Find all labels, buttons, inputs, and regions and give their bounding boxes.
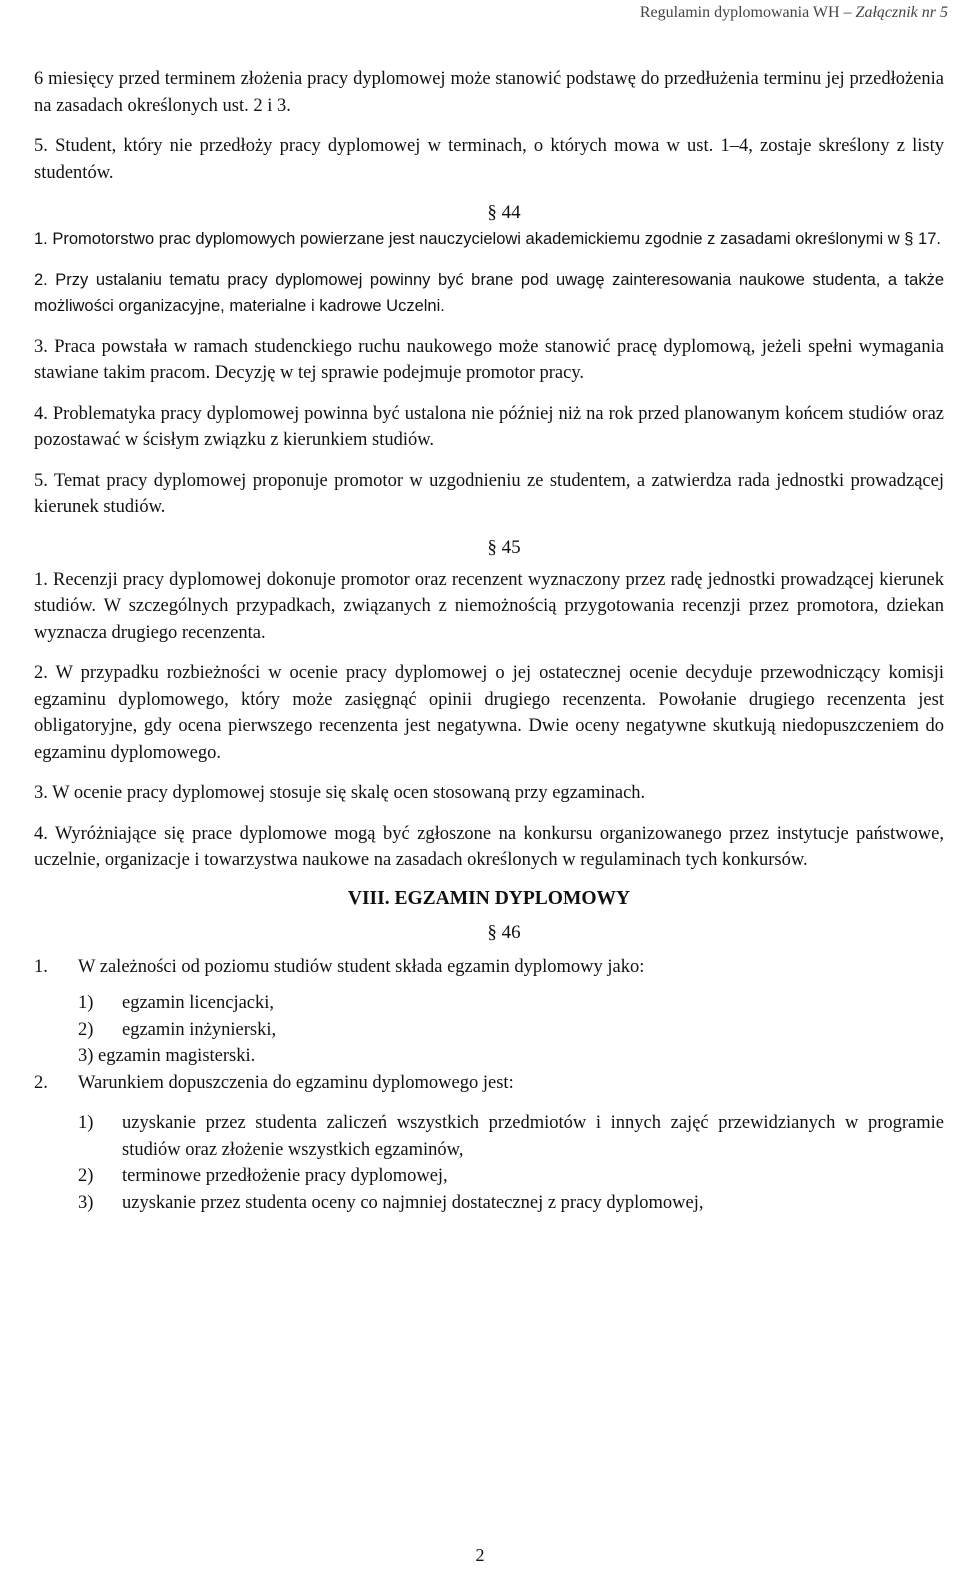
paragraph-continued: 6 miesięcy przed terminem złożenia pracy dyplomowej może stanowić podstawę do przedłużenia terminu jej przedłożenia na zasadach określonych ust. 2 i 3. [34,69,944,116]
list-item [78,1110,944,1163]
s46-item-2-number: 2. [34,1072,48,1093]
s45-item-3: 3. W ocenie pracy dyplomowej stosuje się skalę ocen stosowaną przy egzaminach. [34,783,646,803]
list-item-text: terminowe przedłożenie pracy dyplomowej, [122,1166,448,1186]
paragraph-5: 5. Student, który nie przedłoży pracy dyplomowej w terminach, o których mowa w ust. 1–4, zostaje skreślony z listy studentów. [34,136,944,183]
s44-item-3: 3. Praca powstała w ramach studenckiego ruchu naukowego może stanowić pracę dyplomową, jeżeli spełni wymagania stawiane takim pracom. Decyzję w tej sprawie podejmuje promotor pracy. [34,336,944,383]
s44-item-1: 1. Promotorstwo prac dyplomowych powierzane jest nauczycielowi akademickiemu zgodnie z zasadami określonymi w § 17. [34,230,941,248]
section-45-heading: § 45 [487,536,521,558]
list-item-number: 2) [78,1019,94,1040]
list-item-text: 3) egzamin magisterski. [78,1046,256,1066]
list-item [78,990,944,1017]
s44-item-2: 2. Przy ustalaniu tematu pracy dyplomowej powinny być brane pod uwagę zainteresowania naukowe studenta, a także możliwości organizacyjne, materialne i kadrowe Uczelni. [34,270,944,315]
chapter-heading: VIII. EGZAMIN DYPLOMOWY [347,887,631,909]
list-item-number: 1) [78,1113,94,1133]
list-item-text: uzyskanie przez studenta zaliczeń wszystkich przedmiotów i innych zajęć przewidzianych w programie studiów oraz złożenie wszystkich egzaminów, [122,1113,944,1160]
page-number: 2 [475,1545,485,1565]
s44-item-5: 5. Temat pracy dyplomowej proponuje promotor w uzgodnieniu ze studentem, a zatwierdza rada jednostki prowadzącej kierunek studiów. [34,470,944,517]
document-body [34,66,944,1216]
list-item [78,1017,944,1044]
list-item [78,1163,944,1190]
list-item-number: 3) [78,1192,94,1213]
s46-item-1 [34,954,944,981]
list-item-number: 2) [78,1166,94,1186]
s46-item-2 [34,1070,944,1097]
s44-item-4: 4. Problematyka pracy dyplomowej powinna być ustalona nie później niż na rok przed planowanym końcem studiów oraz pozostawać w ścisłym związku z kierunkiem studiów. [34,403,944,450]
list-item-text: egzamin inżynierski, [122,1019,277,1040]
header-title: Regulamin dyplomowania WH – [639,4,856,21]
running-header [640,4,948,22]
s45-item-2: 2. W przypadku rozbieżności w ocenie pracy dyplomowej o jej ostatecznej ocenie decyduje przewodniczący komisji egzaminu dyplomowego, który może zasięgnąć opinii drugiego recenzenta. Powołanie drugiego recenzenta jest obligatoryjne, gdy ocena pierwszego recenzenta jest negatywna. Dwie oceny negatywne skutkują niedopuszczeniem do egzaminu dyplomowego. [34,663,944,763]
header-annex: Załącznik nr 5 [855,4,948,21]
list-item [78,1190,944,1217]
s45-item-1: 1. Recenzji pracy dyplomowej dokonuje promotor oraz recenzent wyznaczony przez radę jednostki prowadzącej kierunek studiów. W szczególnych przypadkach, związanych z niemożnością przygotowania recenzji przez promotora, dziekan wyznacza drugiego recenzenta. [34,569,944,643]
s46-list-2 [78,1110,944,1216]
section-46-heading: § 46 [487,921,521,943]
s45-item-4: 4. Wyróżniające się prace dyplomowe mogą być zgłoszone na konkursu organizowanego przez instytucje państwowe, uczelnie, organizacje i towarzystwa naukowe na zasadach określonych w regulaminach tych konkursów. [34,823,944,870]
section-44-heading: § 44 [487,202,521,223]
s46-item-1-number: 1. [34,956,48,977]
s46-item-1-text: W zależności od poziomu studiów student składa egzamin dyplomowy jako: [78,956,645,977]
list-item [78,1043,944,1070]
list-item-text: egzamin licencjacki, [122,993,275,1013]
list-item-number: 1) [78,993,94,1013]
s46-list-1 [78,990,944,1070]
s46-item-2-text: Warunkiem dopuszczenia do egzaminu dyplomowego jest: [78,1072,514,1093]
list-item-text: uzyskanie przez studenta oceny co najmniej dostatecznej z pracy dyplomowej, [122,1192,704,1213]
